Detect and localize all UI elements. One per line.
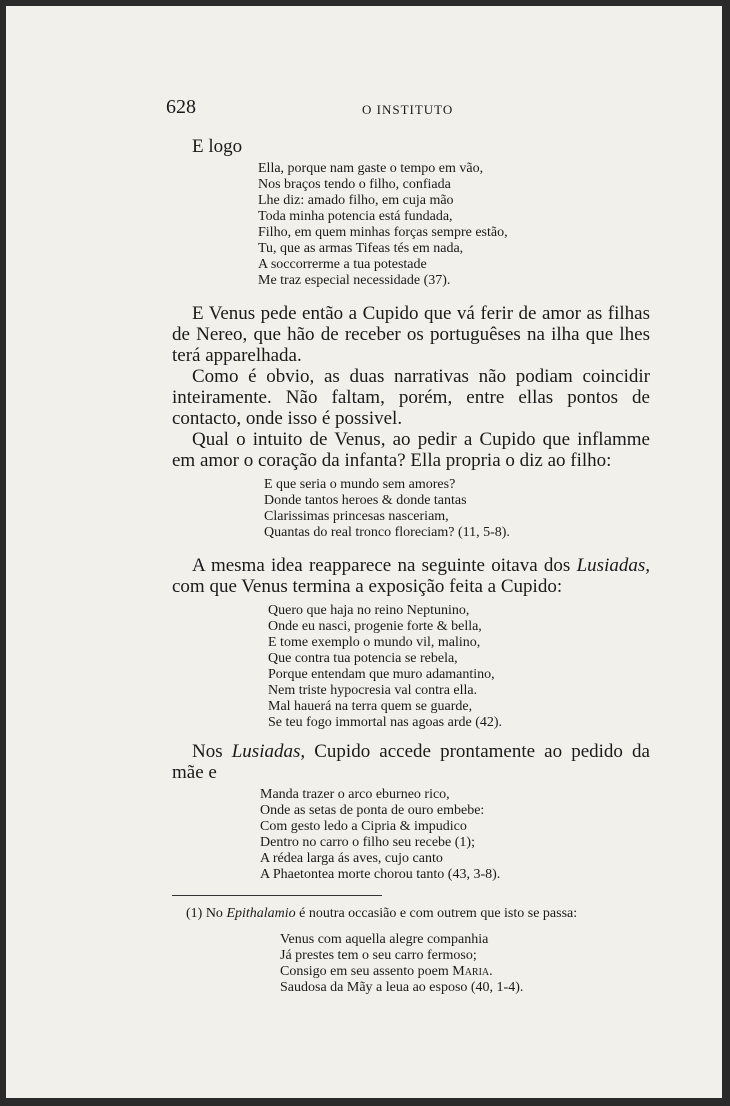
verse-line: Me traz especial necessidade (37). bbox=[258, 273, 451, 288]
verse-line: Porque entendam que muro adamantino, bbox=[268, 667, 495, 682]
footnote-verse bbox=[280, 932, 650, 996]
verse-line: Saudosa da Mãy a leua ao esposo (40, 1-4). bbox=[280, 980, 524, 995]
verse-line: Quantas do real tronco floreciam? (11, 5-8). bbox=[264, 525, 510, 540]
verse-line: Já prestes tem o seu carro fermoso; bbox=[280, 948, 477, 963]
running-title: O INSTITUTO bbox=[362, 102, 454, 117]
verse-block-1 bbox=[258, 161, 650, 289]
page-number: 628 bbox=[166, 96, 196, 118]
verse-line: Tu, que as armas Tifeas tés em nada, bbox=[258, 241, 464, 256]
verse-line: Onde eu nasci, progenie forte & bella, bbox=[268, 619, 482, 634]
paragraph-5 bbox=[172, 741, 650, 783]
paragraph-5-start: Nos bbox=[192, 741, 232, 762]
maria-name: Maria. bbox=[452, 964, 493, 979]
verse-line: Quero que haja no reino Neptunino, bbox=[268, 603, 470, 618]
verse-line: A Phaetontea morte chorou tanto (43, 3-8). bbox=[260, 867, 501, 882]
verse-line: Ella, porque nam gaste o tempo em vão, bbox=[258, 161, 484, 176]
verse-line: Nos braços tendo o filho, confiada bbox=[258, 177, 451, 192]
verse-block-3 bbox=[268, 603, 650, 731]
intro-line: E logo bbox=[192, 136, 243, 157]
lusiadas-title: Lusiadas, bbox=[231, 741, 306, 762]
verse-line bbox=[280, 964, 650, 980]
verse-line: Se teu fogo immortal nas agoas arde (42). bbox=[268, 715, 503, 730]
verse-line: Venus com aquella alegre companhia bbox=[280, 932, 489, 947]
verse-line: Lhe diz: amado filho, em cuja mão bbox=[258, 193, 454, 208]
verse-line: Com gesto ledo a Cipria & impudico bbox=[260, 819, 467, 834]
verse-line: Nem triste hypocresia val contra ella. bbox=[268, 683, 478, 698]
paragraph-3: Qual o intuito de Venus, ao pedir a Cupido que inflamme em amor o coração da infanta? Ella propria o diz ao filho: bbox=[172, 429, 650, 471]
verse-line: Toda minha potencia está fundada, bbox=[258, 209, 453, 224]
verse-line: A rédea larga ás aves, cujo canto bbox=[260, 851, 443, 866]
paragraph-4-end: com que Venus termina a exposição feita a Cupido: bbox=[172, 576, 563, 597]
paragraph-2: Como é obvio, as duas narrativas não podiam coincidir inteiramente. Não faltam, porém, entre ellas pontos de contacto, onde isso é possivel. bbox=[172, 366, 650, 429]
page-header bbox=[166, 96, 666, 120]
verse-block-2 bbox=[264, 477, 650, 541]
verse-line-text: Consigo em seu assento poem bbox=[280, 964, 449, 979]
epithalamio-title: Epithalamio bbox=[226, 906, 296, 921]
footnote-rule bbox=[172, 895, 382, 896]
book-page bbox=[6, 6, 722, 1098]
verse-line: Clarissimas princesas nasceriam, bbox=[264, 509, 449, 524]
footnote-marker: (1) No bbox=[186, 906, 227, 921]
footnote bbox=[186, 906, 650, 922]
verse-line: Donde tantos heroes & donde tantas bbox=[264, 493, 467, 508]
verse-line: Dentro no carro o filho seu recebe (1); bbox=[260, 835, 475, 850]
verse-line: Que contra tua potencia se rebela, bbox=[268, 651, 458, 666]
page-body bbox=[172, 136, 650, 996]
verse-block-4 bbox=[260, 787, 650, 883]
verse-line: Manda trazer o arco eburneo rico, bbox=[260, 787, 450, 802]
lusiadas-title: Lusiadas, bbox=[576, 555, 650, 576]
paragraph-4 bbox=[172, 555, 650, 597]
verse-line: Filho, em quem minhas forças sempre estão, bbox=[258, 225, 508, 240]
verse-line: Mal hauerá na terra quem se guarde, bbox=[268, 699, 473, 714]
paragraph-4-start: A mesma idea reapparece na seguinte oitava dos bbox=[192, 555, 577, 576]
verse-line: E que seria o mundo sem amores? bbox=[264, 477, 456, 492]
footnote-text: é noutra occasião e com outrem que isto se passa: bbox=[295, 906, 578, 921]
verse-line: Onde as setas de ponta de ouro embebe: bbox=[260, 803, 485, 818]
paragraph-1: E Venus pede então a Cupido que vá ferir de amor as filhas de Nereo, que hão de receber os portuguêses na ilha que lhes terá apparelhada. bbox=[172, 303, 650, 366]
paragraph-5-end: Cupido accede prontamente ao pedido da mãe e bbox=[172, 741, 650, 783]
verse-line: A soccorrerme a tua potestade bbox=[258, 257, 427, 272]
verse-line: E tome exemplo o mundo vil, malino, bbox=[268, 635, 481, 650]
